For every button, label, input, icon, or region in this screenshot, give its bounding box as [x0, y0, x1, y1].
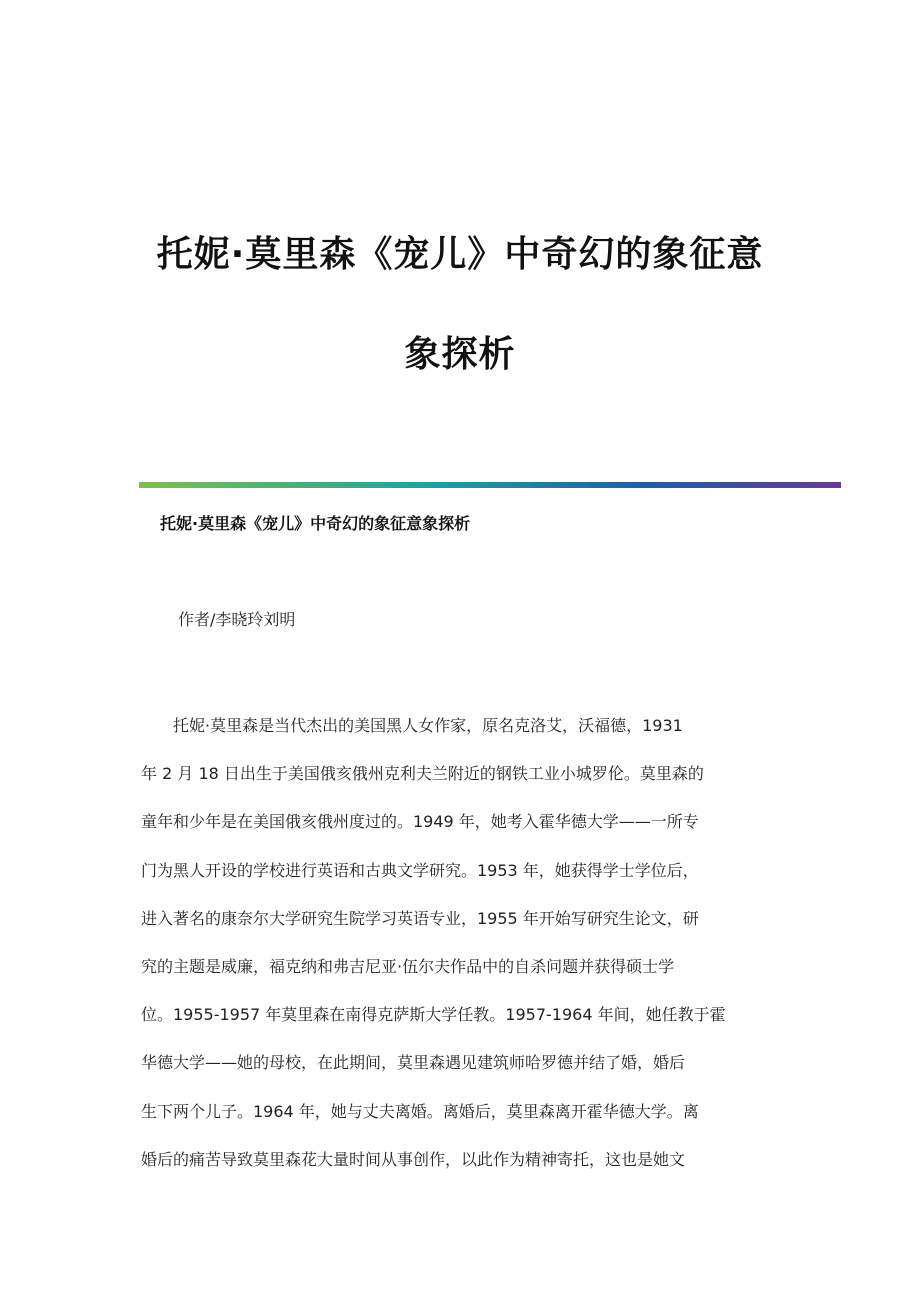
author-line: 作者/李晓玲刘明 — [178, 610, 296, 629]
article-subtitle: 托妮·莫里森《宠儿》中奇幻的象征意象探析 — [160, 514, 471, 533]
body-line: 门为黑人开设的学校进行英语和古典文学研究。1953 年，她获得学士学位后， — [141, 860, 699, 880]
article-body — [141, 702, 781, 1184]
body-line: 托妮·莫里森是当代杰出的美国黑人女作家，原名克洛艾，沃福德，1931 — [141, 716, 683, 735]
body-line: 究的主题是威廉，福克纳和弗吉尼亚·伍尔夫作品中的自杀问题并获得硕士学 — [141, 956, 675, 976]
body-line: 年 2 月 18 日出生于美国俄亥俄州克利夫兰附近的钢铁工业小城罗伦。莫里森的 — [141, 764, 704, 784]
body-line: 生下两个儿子。1964 年，她与丈夫离婚。离婚后，莫里森离开霍华德大学。离 — [141, 1101, 699, 1121]
title-line-2: 象探析 — [404, 334, 516, 375]
title-line-1: 托妮·莫里森《宠儿》中奇幻的象征意 — [156, 234, 764, 275]
body-line: 进入著名的康奈尔大学研究生院学习英语专业，1955 年开始写研究生论文，研 — [141, 908, 699, 928]
body-line: 婚后的痛苦导致莫里森花大量时间从事创作，以此作为精神寄托，这也是她文 — [141, 1149, 686, 1169]
body-line: 位。1955-1957 年莫里森在南得克萨斯大学任教。1957-1964 年间，她任教于霍 — [141, 1005, 726, 1025]
gradient-divider — [139, 482, 841, 488]
document-title — [60, 205, 860, 405]
body-line: 华德大学——她的母校，在此期间，莫里森遇见建筑师哈罗德并结了婚，婚后 — [141, 1053, 686, 1073]
body-line: 童年和少年是在美国俄亥俄州度过的。1949 年，她考入霍华德大学——一所专 — [141, 812, 699, 832]
